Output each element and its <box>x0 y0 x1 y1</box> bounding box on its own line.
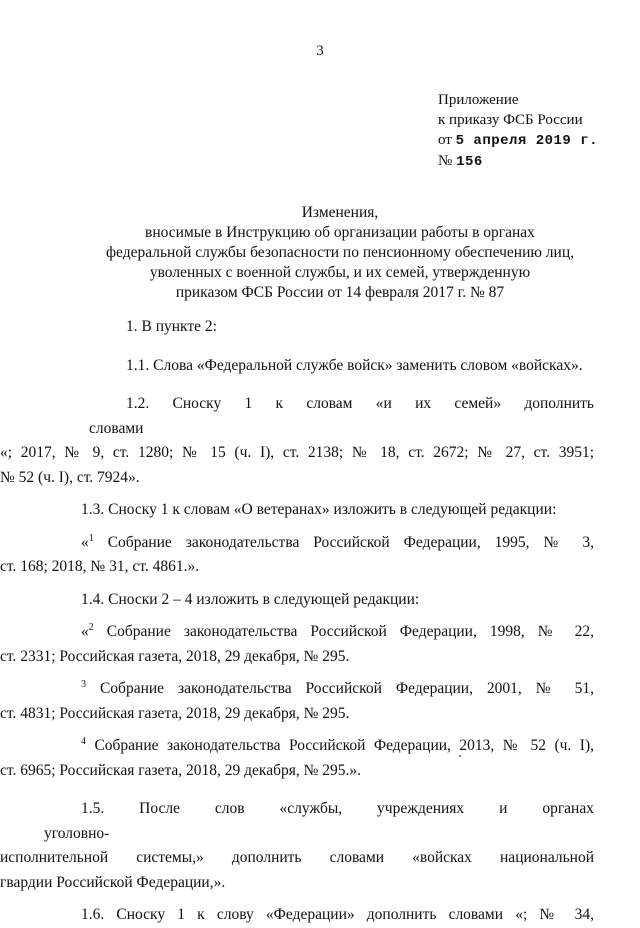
footnote-2-line-2: ст. 2331; Российская газета, 2018, 29 декабря, № 295. <box>0 647 350 665</box>
paragraph-1-5-line-1: 1.5. После слов «службы, учреждениях и органах уголовно- <box>44 800 594 842</box>
footnote-3-marker: 3 <box>81 678 86 690</box>
paragraph-1-1: 1.1. Слова «Федеральной службе войск» заменить словом «войсках». <box>126 356 583 374</box>
appendix-number-line <box>438 151 598 172</box>
title-line-2: вносимые в Инструкцию об организации работы в органах <box>145 224 535 241</box>
paragraph-footnote-4 <box>0 734 594 783</box>
document-body <box>0 315 594 928</box>
footnote-1-line-2: ст. 168; 2018, № 31, ст. 4861.». <box>0 558 200 575</box>
paragraph-1-2-line-1: 1.2. Сноску 1 к словам «и их семей» дополнить словами <box>89 395 594 437</box>
paragraph-footnote-3 <box>0 677 594 726</box>
paragraph-1-5-line-2: исполнительной системы,» дополнить словами «войсках национальной <box>0 849 594 866</box>
footnote-2-marker: 2 <box>88 621 94 633</box>
paragraph-1-4: 1.4. Сноски 2 – 4 изложить в следующей редакции: <box>81 590 420 608</box>
footnote-1-line-1 <box>44 531 594 556</box>
paragraph-1-2 <box>0 392 594 490</box>
appendix-number-value: 156 <box>456 154 483 170</box>
document-title <box>40 203 640 303</box>
footnote-2-open-quote: « <box>81 623 89 640</box>
appendix-date-value: 5 апреля 2019 г. <box>455 133 599 149</box>
footnote-4-line-2: ст. 6965; Российская газета, 2018, 29 декабря, № 295.». <box>0 761 362 779</box>
paragraph-1-6: 1.6. Сноску 1 к слову «Федерации» дополнить словами «; № 34, <box>81 906 594 923</box>
title-line-3: федеральной службы безопасности по пенсионному обеспечению лиц, <box>105 244 575 261</box>
appendix-number-prefix: № <box>438 153 453 169</box>
footnote-3-text: Собрание законодательства Российской Федерации, 2001, № 51, <box>86 680 594 697</box>
paragraph-1-2-line-2: «; 2017, № 9, ст. 1280; № 15 (ч. I), ст. 2138; № 18, ст. 2672; № 27, ст. 3951; <box>0 444 594 461</box>
footnote-1-marker: 1 <box>88 532 94 544</box>
footnote-4-text: Собрание законодательства Российской Федерации, 2013, № 52 (ч. I), <box>86 737 594 754</box>
appendix-date-prefix: от <box>438 132 452 148</box>
footnote-1-open-quote: « <box>81 533 89 551</box>
title-line-4: уволенных с военной службы, и их семей, утвержденную <box>149 264 531 281</box>
footnote-2-line-1 <box>44 620 594 645</box>
footnote-4-line-1 <box>44 734 594 759</box>
footnote-2-text: Собрание законодательства Российской Федерации, 1998, № 22, <box>93 623 594 640</box>
footnote-4-marker: 4 <box>81 735 86 747</box>
paragraph-1: 1. В пункте 2: <box>126 318 217 335</box>
footnote-3-line-2: ст. 4831; Российская газета, 2018, 29 декабря, № 295. <box>0 704 350 722</box>
paragraph-1-2-line-3: № 52 (ч. I), ст. 7924». <box>0 468 140 486</box>
paragraph-1-5-line-3: гвардии Российской Федерации,». <box>0 873 226 891</box>
paragraph-1-3: 1.3. Сноску 1 к словам «О ветеранах» изложить в следующей редакции: <box>81 501 557 518</box>
appendix-date-line <box>438 130 598 151</box>
title-line-1: Изменения, <box>301 204 379 221</box>
footnote-3-line-1 <box>44 677 594 702</box>
title-line-5: приказом ФСБ России от 14 февраля 2017 г. № 87 <box>175 284 505 301</box>
paragraph-1-5 <box>0 797 594 895</box>
appendix-header <box>438 90 598 172</box>
paragraph-footnote-1 <box>0 531 594 580</box>
scan-speck <box>459 755 461 757</box>
appendix-line-1: Приложение <box>438 92 519 108</box>
footnote-1-text: Собрание законодательства Российской Федерации, 1995, № 3, <box>93 533 594 551</box>
paragraph-footnote-2 <box>0 620 594 669</box>
page-number: 3 <box>316 43 324 59</box>
appendix-line-2: к приказу ФСБ России <box>438 112 583 128</box>
